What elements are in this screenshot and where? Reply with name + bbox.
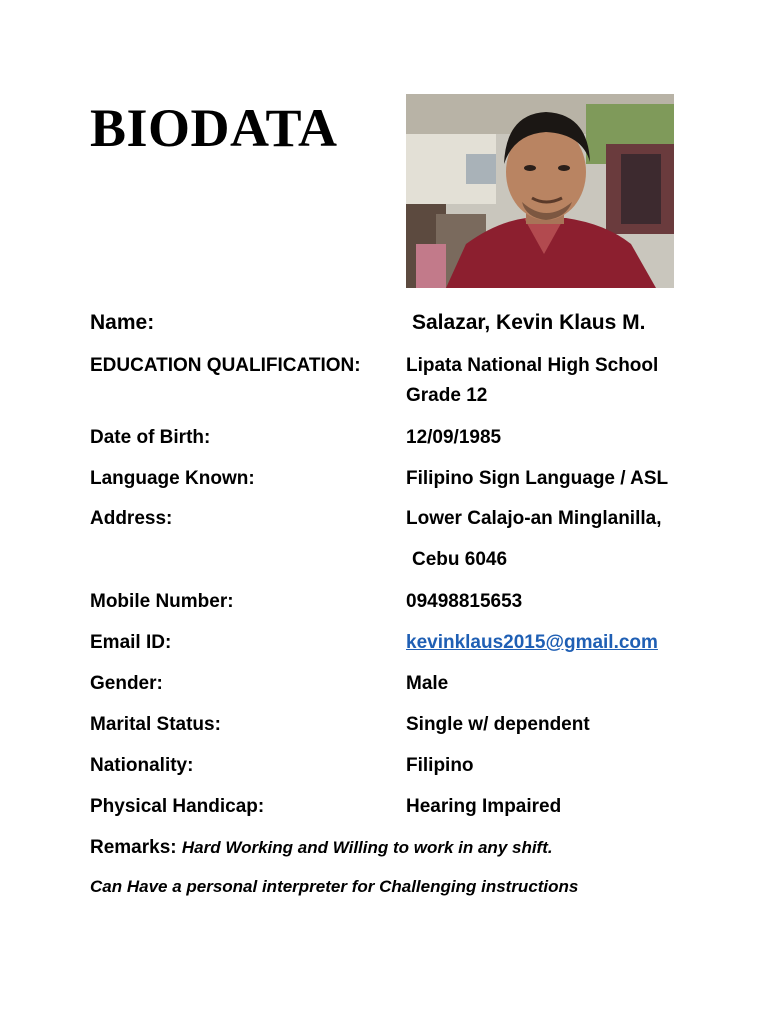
mobile-value: 09498815653 <box>406 591 523 612</box>
handicap-value: Hearing Impaired <box>406 796 562 817</box>
language-value: Filipino Sign Language / ASL <box>406 468 669 489</box>
name-value: Salazar, Kevin Klaus M. <box>412 311 646 334</box>
gender-value: Male <box>406 673 449 694</box>
dob-value: 12/09/1985 <box>406 427 502 448</box>
gender-label: Gender: <box>90 673 163 694</box>
handicap-label: Physical Handicap: <box>90 796 265 817</box>
name-label: Name: <box>90 311 155 334</box>
marital-label: Marital Status: <box>90 714 221 735</box>
address-value-line2: Cebu 6046 <box>412 549 508 570</box>
remarks-line1: Hard Working and Willing to work in any shift. <box>181 838 553 857</box>
education-label: EDUCATION QUALIFICATION: <box>90 355 361 376</box>
page-title: BIODATA <box>90 98 338 158</box>
remarks-label: Remarks: <box>90 837 177 858</box>
address-value-line1: Lower Calajo-an Minglanilla, <box>406 508 662 529</box>
email-label: Email ID: <box>90 632 172 653</box>
nationality-label: Nationality: <box>90 755 194 776</box>
mobile-label: Mobile Number: <box>90 591 234 612</box>
language-label: Language Known: <box>90 468 255 489</box>
address-label: Address: <box>90 508 173 529</box>
nationality-value: Filipino <box>406 755 474 776</box>
education-value-line1: Lipata National High School <box>406 355 659 376</box>
marital-value: Single w/ dependent <box>406 714 590 735</box>
education-value-line2: Grade 12 <box>406 385 488 406</box>
profile-photo <box>406 94 674 288</box>
email-link[interactable]: kevinklaus2015@gmail.com <box>406 632 658 653</box>
dob-label: Date of Birth: <box>90 427 211 448</box>
remarks-line2: Can Have a personal interpreter for Challenging instructions <box>90 877 579 896</box>
remarks <box>90 833 553 863</box>
